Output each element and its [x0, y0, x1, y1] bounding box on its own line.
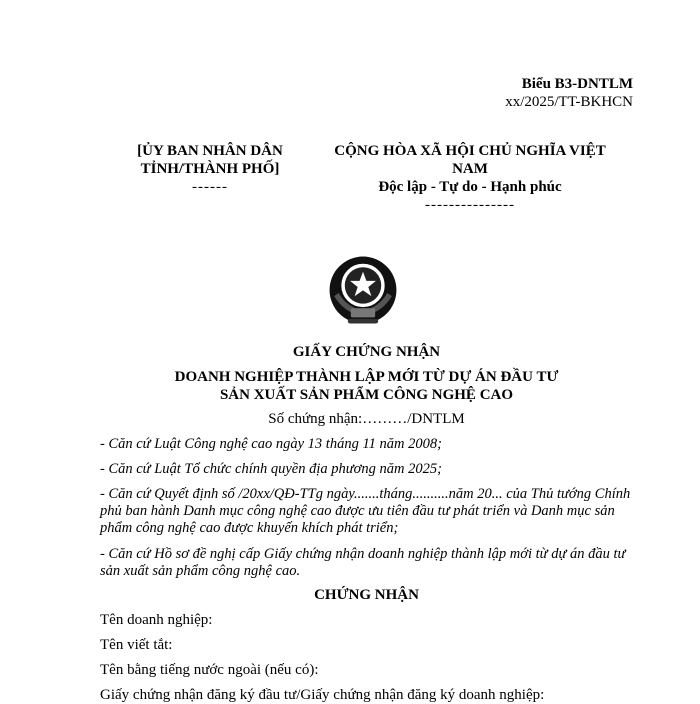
national-emblem-icon	[325, 252, 401, 328]
national-title-line-1: CỘNG HÒA XÃ HỘI CHỦ NGHĨA VIỆT	[334, 143, 606, 159]
legal-basis-item: - Căn cứ Hồ sơ đề nghị cấp Giấy chứng nhận doanh nghiệp thành lập mới từ dự án đầu tư sản xuất sản phẩm công nghệ cao.	[100, 546, 626, 579]
form-code-block	[505, 75, 633, 111]
national-title-line-2: NAM	[452, 161, 488, 177]
national-motto: Độc lập - Tự do - Hạnh phúc	[378, 179, 562, 195]
certify-heading: CHỨNG NHẬN	[314, 587, 419, 603]
certificate-subtitle-line-2: SẢN XUẤT SẢN PHẨM CÔNG NGHỆ CAO	[219, 387, 514, 403]
legal-basis-item: - Căn cứ Luật Công nghệ cao ngày 13 tháng 11 năm 2008;	[100, 436, 442, 452]
field-abbreviated-name: Tên viết tắt:	[100, 637, 173, 653]
circular-reference: xx/2025/TT-BKHCN	[505, 94, 633, 110]
field-company-name: Tên doanh nghiệp:	[100, 612, 213, 628]
form-code: Biểu B3-DNTLM	[521, 76, 633, 92]
authority-rule: ------	[192, 179, 228, 195]
authority-line-1: [ỦY BAN NHÂN DÂN	[137, 143, 283, 159]
field-registration-certificate: Giấy chứng nhận đăng ký đầu tư/Giấy chứng nhận đăng ký doanh nghiệp:	[100, 687, 545, 703]
field-foreign-name: Tên bằng tiếng nước ngoài (nếu có):	[100, 662, 319, 678]
national-rule: ---------------	[425, 197, 515, 213]
authority-line-2: TỈNH/THÀNH PHỐ]	[140, 161, 280, 177]
issuing-authority-header	[120, 142, 300, 196]
certificate-number: Số chứng nhận:………/DNTLM	[268, 411, 465, 427]
certificate-title: GIẤY CHỨNG NHẬN	[292, 344, 441, 360]
national-header	[320, 142, 620, 214]
certificate-subtitle-line-1: DOANH NGHIỆP THÀNH LẬP MỚI TỪ DỰ ÁN ĐẦU TƯ	[174, 369, 559, 385]
legal-basis-item: - Căn cứ Quyết định số /20xx/QĐ-TTg ngày.......tháng..........năm 20... của Thủ tướng Chính phủ ban hành Danh mục công nghệ cao được ưu tiên đầu tư phát triển và Danh mục sản phẩm công nghệ cao được khuyến khích phát triển;	[100, 486, 631, 536]
legal-basis-item: - Căn cứ Luật Tổ chức chính quyền địa phương năm 2025;	[100, 461, 442, 477]
